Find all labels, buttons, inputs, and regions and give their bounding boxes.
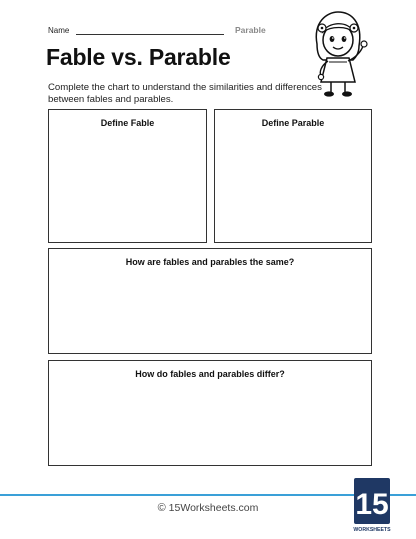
define-fable-label: Define Fable <box>100 118 155 128</box>
define-parable-box[interactable] <box>214 109 372 243</box>
define-parable-label: Define Parable <box>261 118 325 128</box>
topic-label: Parable <box>235 25 266 35</box>
similarities-label: How are fables and parables the same? <box>125 257 295 267</box>
name-line[interactable] <box>76 34 224 35</box>
cartoon-girl-icon <box>303 8 373 100</box>
name-label: Name <box>48 26 70 35</box>
logo-wordmark: WORKSHEETS <box>353 527 391 533</box>
differences-box[interactable] <box>48 360 372 466</box>
define-fable-box[interactable] <box>48 109 207 243</box>
15worksheets-logo-icon <box>352 476 392 534</box>
copyright-symbol: © <box>157 502 166 514</box>
differences-label: How do fables and parables differ? <box>135 369 285 379</box>
footer-site[interactable]: 15Worksheets.com <box>168 502 259 514</box>
logo-number: 15 <box>355 488 389 521</box>
page-title: Fable vs. Parable <box>46 44 231 70</box>
name-header <box>48 20 268 40</box>
instructions-text: Complete the chart to understand the similarities and differences between fables and parables. <box>48 82 322 105</box>
similarities-box[interactable] <box>48 248 372 354</box>
